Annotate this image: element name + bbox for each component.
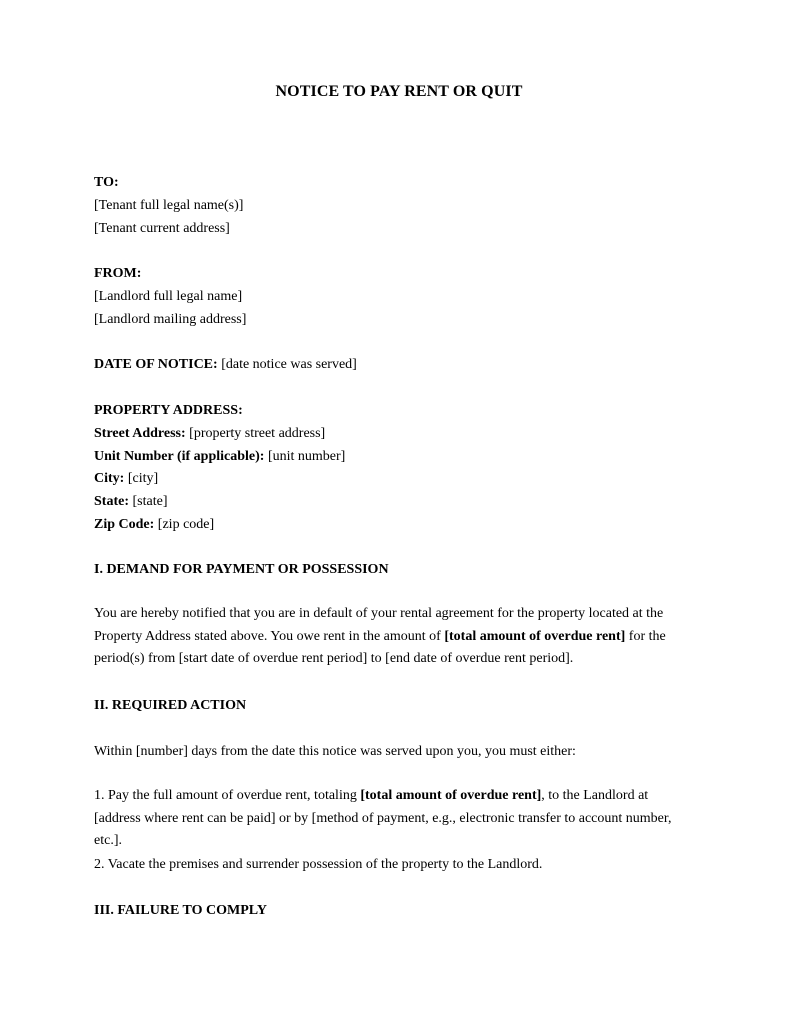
- section-2-item-1: [94, 785, 698, 853]
- date-of-notice: [94, 356, 357, 374]
- section-1-paragraph: [94, 603, 698, 671]
- state-value: [state]: [129, 494, 168, 509]
- to-label: TO:: [94, 175, 119, 190]
- street-address-label: Street Address:: [94, 426, 186, 441]
- zip-code-value: [zip code]: [154, 517, 215, 532]
- document-page: [94, 0, 704, 1035]
- section-2-intro: Within [number] days from the date this notice was served upon you, you must either:: [94, 744, 576, 759]
- zip-code-label: Zip Code:: [94, 517, 155, 532]
- section-2-heading: II. REQUIRED ACTION: [94, 698, 247, 713]
- section-3-heading: III. FAILURE TO COMPLY: [94, 903, 267, 918]
- street-address: [94, 425, 325, 443]
- tenant-address: [Tenant current address]: [94, 221, 230, 236]
- zip-code: [94, 516, 214, 534]
- landlord-name: [Landlord full legal name]: [94, 289, 243, 304]
- state: [94, 493, 167, 511]
- tenant-name: [Tenant full legal name(s)]: [94, 198, 244, 213]
- unit-number-label: Unit Number (if applicable):: [94, 449, 265, 464]
- street-address-value: [property street address]: [185, 426, 326, 441]
- city-label: City:: [94, 471, 125, 486]
- city-value: [city]: [124, 471, 159, 486]
- section-2-item-2: 2. Vacate the premises and surrender possession of the property to the Landlord.: [94, 857, 543, 872]
- landlord-address: [Landlord mailing address]: [94, 312, 247, 327]
- section-1-heading: I. DEMAND FOR PAYMENT OR POSSESSION: [94, 562, 389, 577]
- state-label: State:: [94, 494, 129, 509]
- section-1-amount: [total amount of overdue rent]: [444, 628, 626, 644]
- section-1-text-before: You are hereby notified that you are in default of your rental agreement for the property located at the Property Address stated above. You owe rent in the amount of: [94, 606, 664, 644]
- document-title: NOTICE TO PAY RENT OR QUIT: [275, 83, 523, 100]
- section-1-text-after: for the period(s) from [start date of overdue rent period] to [end date of overdue rent period].: [94, 628, 666, 666]
- from-label: FROM:: [94, 266, 142, 281]
- section-2-item-1-before: 1. Pay the full amount of overdue rent, totaling: [94, 788, 361, 803]
- section-2-item-1-amount: [total amount of overdue rent]: [360, 788, 542, 803]
- date-of-notice-value: [date notice was served]: [217, 357, 357, 372]
- city: [94, 470, 158, 488]
- date-of-notice-label: DATE OF NOTICE:: [94, 357, 218, 372]
- property-address-heading: PROPERTY ADDRESS:: [94, 403, 243, 418]
- unit-number-value: [unit number]: [264, 449, 346, 464]
- section-2-item-1-after: , to the Landlord at [address where rent can be paid] or by [method of payment, e.g., electronic transfer to account number, etc.].: [94, 788, 672, 848]
- unit-number: [94, 448, 345, 466]
